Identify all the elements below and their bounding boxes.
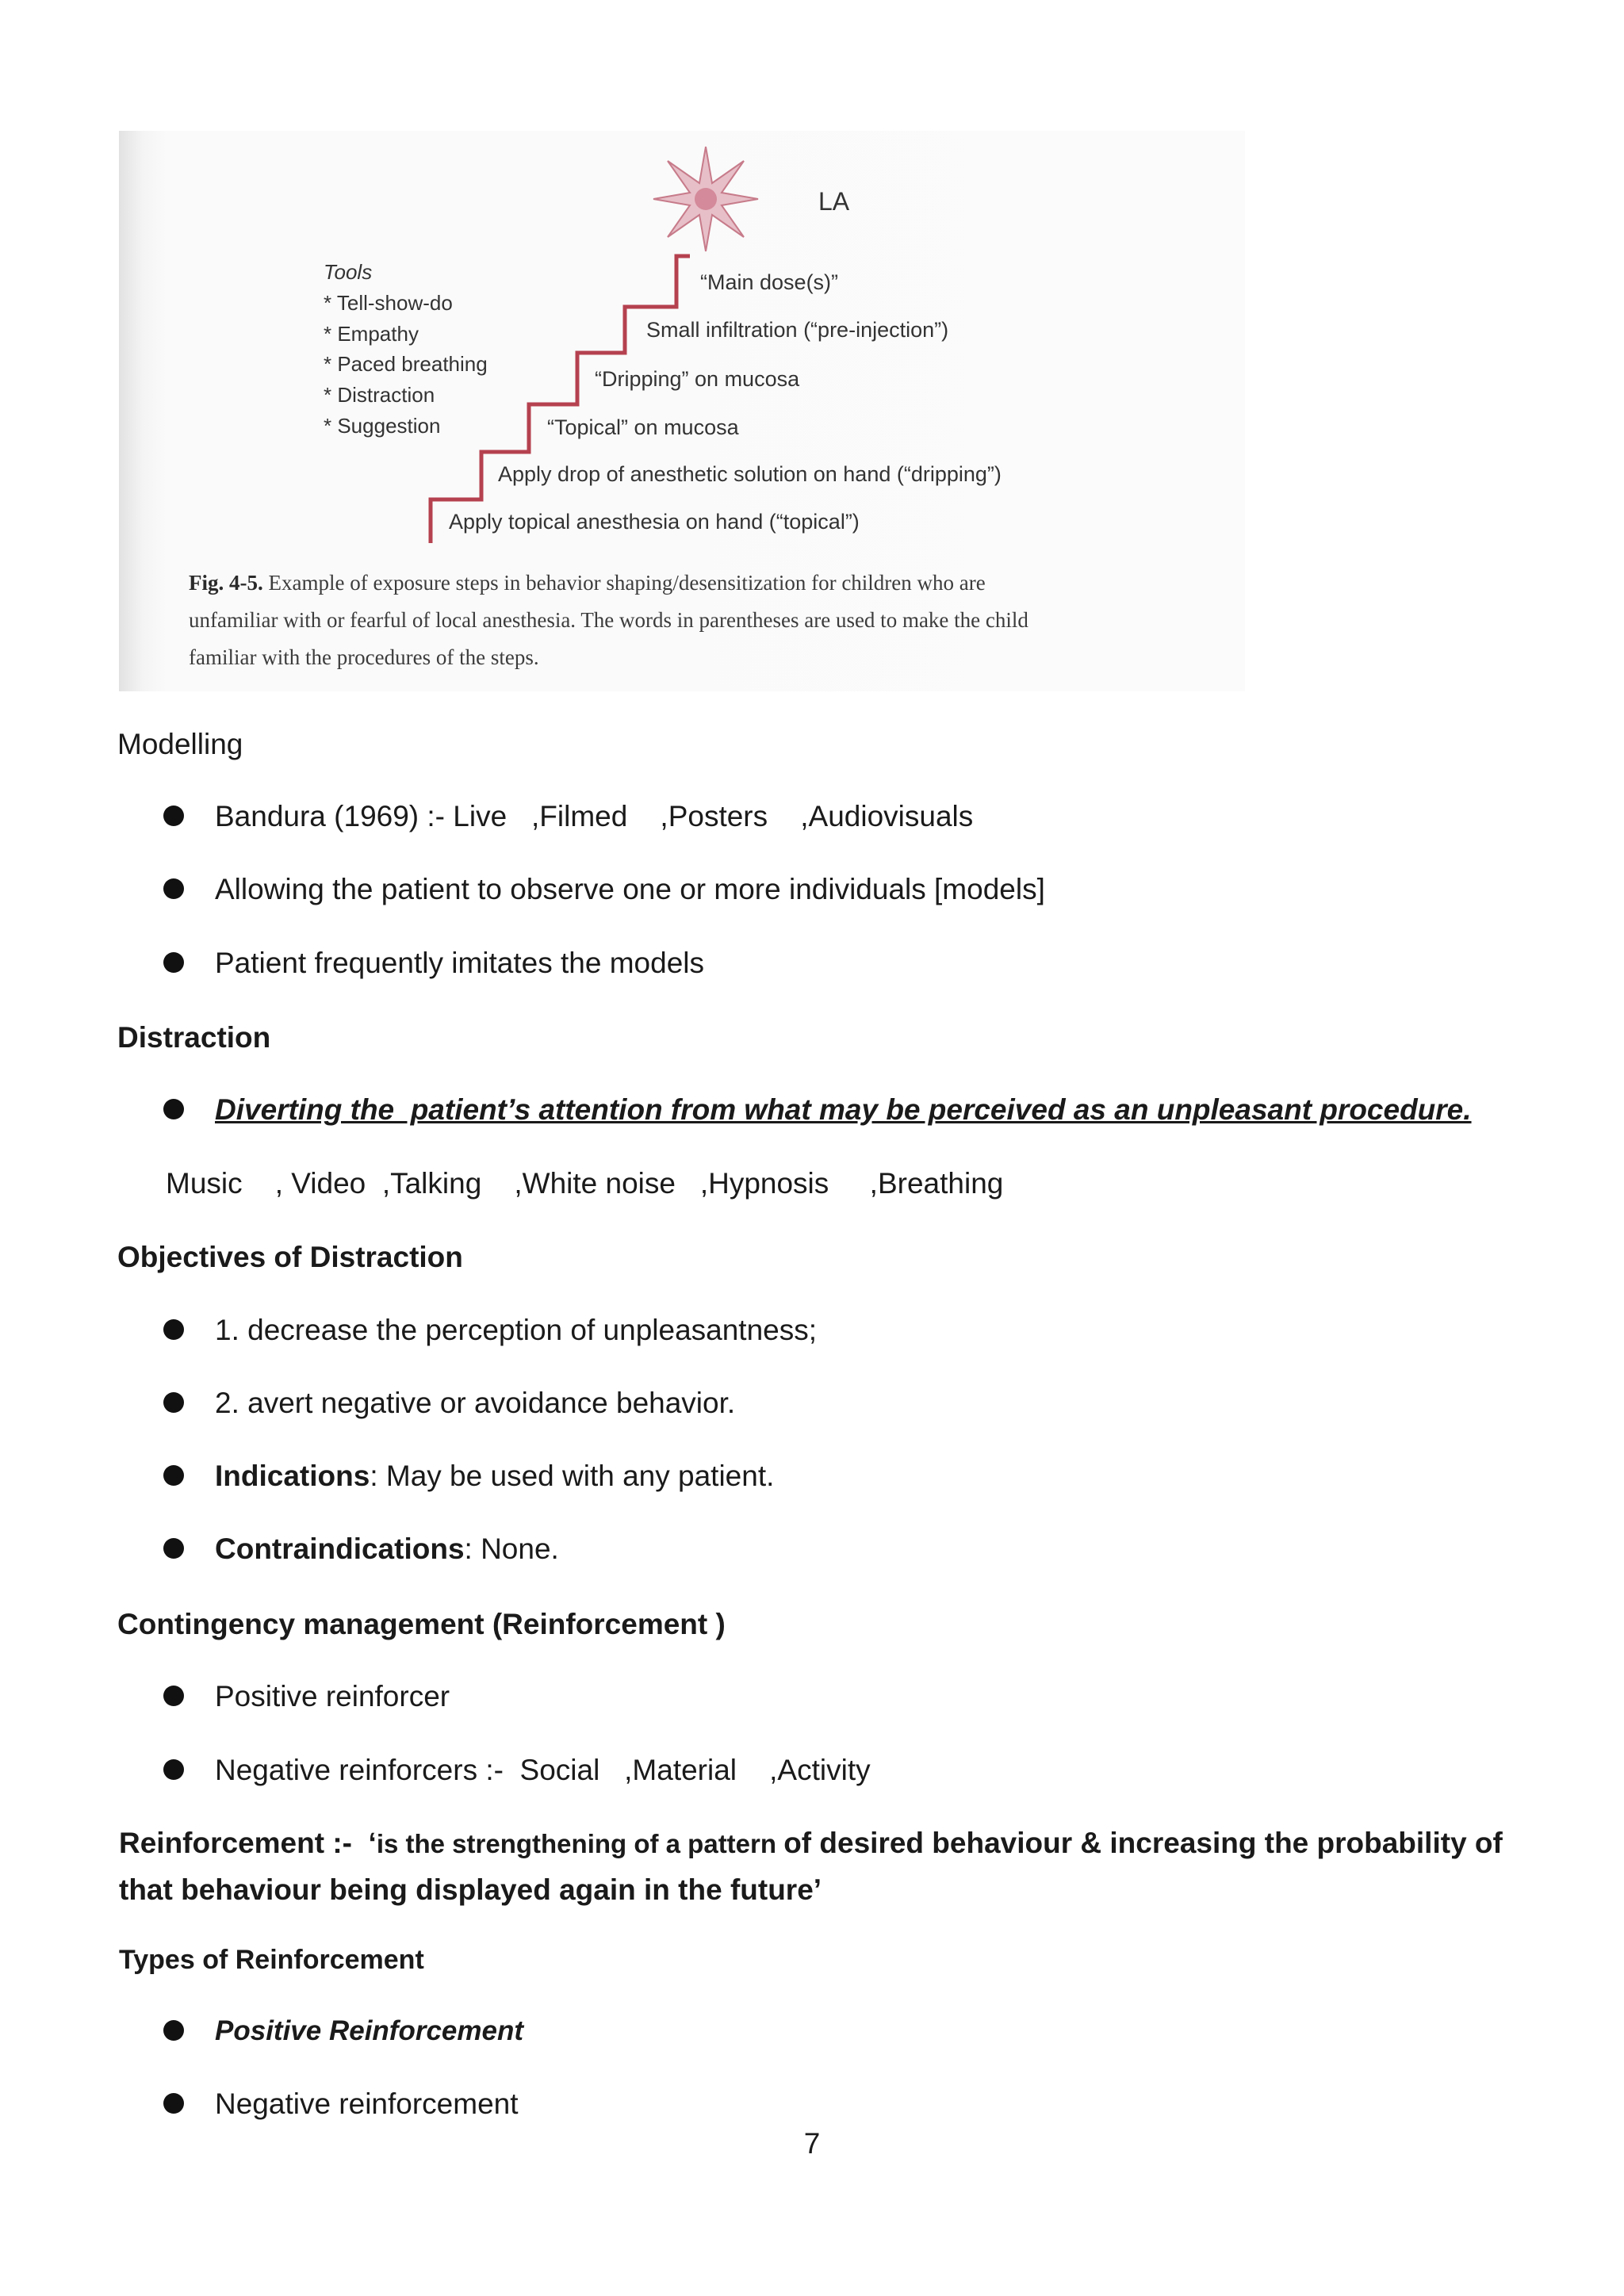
star-label: LA <box>818 187 850 216</box>
bullet-icon <box>163 1319 184 1340</box>
caption-label: Fig. 4-5. <box>189 571 263 595</box>
figure-caption <box>189 564 1228 676</box>
bullet-icon <box>163 878 184 899</box>
contraindications-text: : None. <box>464 1533 559 1565</box>
heading-modelling: Modelling <box>117 728 243 760</box>
star-icon <box>653 147 758 251</box>
caption-line: unfamiliar with or fearful of local anesthesia. The words in parentheses are used to make the child <box>189 608 1028 632</box>
reinforcement-def-part: is the strengthening of a pattern <box>376 1829 784 1858</box>
bullet-icon <box>163 2020 184 2041</box>
heading-objectives: Objectives of Distraction <box>117 1241 463 1273</box>
list-item-definition: Diverting the patient’s attention from what may be perceived as an unpleasant procedure. <box>215 1093 1472 1126</box>
step-label: “Topical” on mucosa <box>547 415 739 439</box>
list-item: Allowing the patient to observe one or more individuals [models] <box>215 873 1045 905</box>
list-item: 1. decrease the perception of unpleasantness; <box>215 1314 818 1346</box>
reinforcement-definition-line1 <box>119 1825 1503 1862</box>
caption-line: Example of exposure steps in behavior shaping/desensitization for children who are <box>268 571 986 595</box>
reinforcement-definition-line2: that behaviour being displayed again in the future’ <box>119 1873 822 1906</box>
step-label: Apply topical anesthesia on hand (“topical”) <box>449 510 860 534</box>
list-item: Positive reinforcer <box>215 1680 450 1712</box>
bullet-icon <box>163 1465 184 1486</box>
bullet-icon <box>163 1099 184 1119</box>
figure-exposure-steps <box>119 131 1245 691</box>
list-item: Bandura (1969) :- Live ,Filmed ,Posters ,Audiovisuals <box>215 800 974 832</box>
page-number: 7 <box>803 2127 821 2160</box>
list-item-contraindications <box>215 1531 559 1567</box>
tool-item: * Tell-show-do <box>324 291 453 315</box>
bullet-icon <box>163 806 184 826</box>
tool-item: * Empathy <box>324 322 419 346</box>
heading-distraction: Distraction <box>117 1021 271 1054</box>
heading-contingency: Contingency management (Reinforcement ) <box>117 1608 726 1640</box>
caption-line: familiar with the procedures of the steps. <box>189 645 539 669</box>
list-item: Positive Reinforcement <box>215 2015 523 2046</box>
bullet-icon <box>163 952 184 973</box>
bullet-icon <box>163 1538 184 1559</box>
list-item: Negative reinforcers :- Social ,Material ,Activity <box>215 1754 871 1786</box>
bullet-icon <box>163 1392 184 1413</box>
list-item: 2. avert negative or avoidance behavior. <box>215 1387 736 1419</box>
list-item: Negative reinforcement <box>215 2087 519 2120</box>
staircase-line <box>431 256 690 543</box>
contraindications-label: Contraindications <box>215 1533 465 1565</box>
tool-item: * Suggestion <box>324 414 441 438</box>
step-label: “Main dose(s)” <box>700 270 839 294</box>
list-item: Patient frequently imitates the models <box>215 947 704 979</box>
step-label: “Dripping” on mucosa <box>595 367 800 391</box>
list-item-indications <box>215 1458 774 1494</box>
reinforcement-term: Reinforcement :- ‘ <box>119 1827 377 1859</box>
indications-text: : May be used with any patient. <box>370 1460 775 1492</box>
tool-item: * Paced breathing <box>324 352 488 376</box>
tool-item: * Distraction <box>324 383 435 407</box>
step-label: Small infiltration (“pre-injection”) <box>646 318 949 342</box>
step-label: Apply drop of anesthetic solution on hand (“dripping”) <box>498 462 1002 486</box>
reinforcement-def-part: of desired behaviour & increasing the probability of <box>783 1827 1503 1859</box>
tools-title: Tools <box>324 260 373 284</box>
bullet-icon <box>163 1686 184 1706</box>
bullet-icon <box>163 1759 184 1780</box>
bullet-icon <box>163 2093 184 2114</box>
distraction-examples: Music , Video ,Talking ,White noise ,Hypnosis ,Breathing <box>166 1167 1004 1200</box>
indications-label: Indications <box>215 1460 370 1492</box>
heading-types: Types of Reinforcement <box>119 1945 424 1975</box>
